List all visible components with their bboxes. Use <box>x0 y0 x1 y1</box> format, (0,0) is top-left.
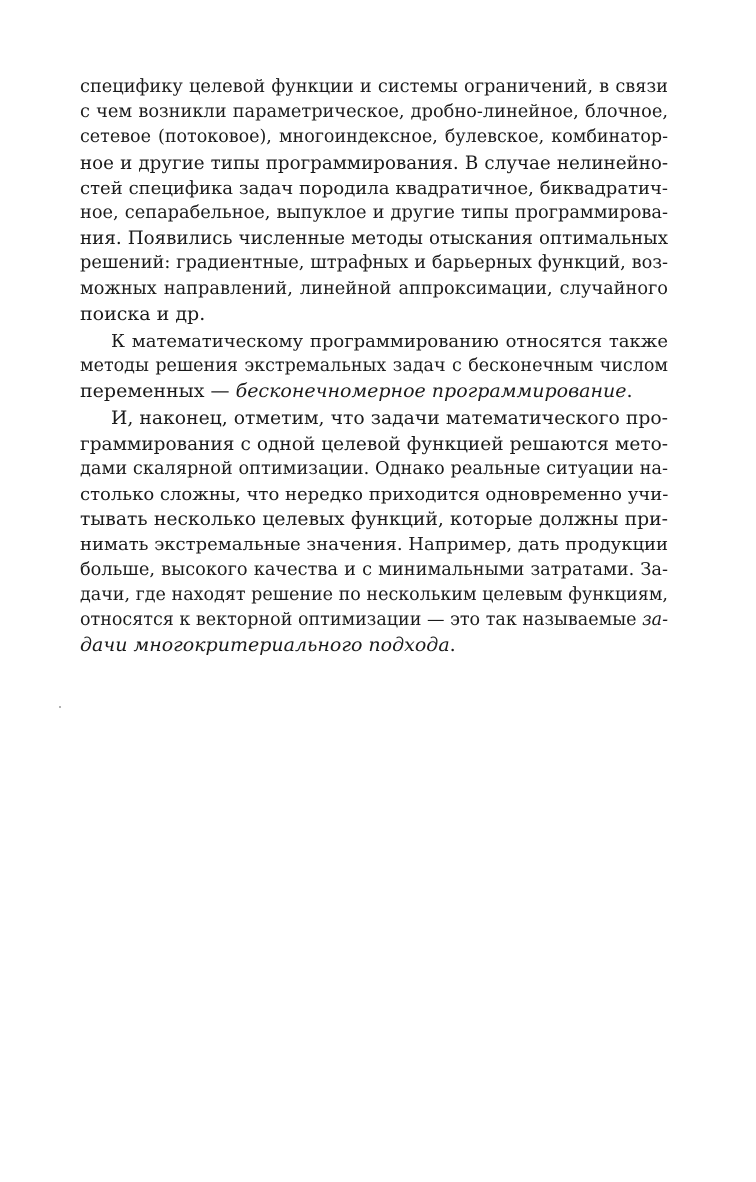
scan-speck <box>59 706 61 708</box>
text-line: с чем возникли параметрическое, дробно-линейное, блочное, <box>80 102 668 123</box>
italic-term: за- <box>642 609 668 630</box>
text-run: относятся к векторной оптимизации — это так называемые <box>80 609 643 630</box>
text-line: больше, высокого качества и с минимальными затратами. За- <box>80 559 668 580</box>
text-line: граммирования с одной целевой функцией решаются мето- <box>80 433 668 455</box>
text-line: методы решения экстремальных задач с бесконечным числом <box>80 356 668 377</box>
text-run: переменных — <box>80 380 236 403</box>
text-line: специфику целевой функции и системы ограничений, в связи <box>80 77 668 97</box>
body-text <box>80 75 668 658</box>
text-line: ное, сепарабельное, выпуклое и другие типы программирова- <box>80 202 668 223</box>
text-line: ния. Появились численные методы отыскания оптимальных <box>80 228 668 250</box>
paragraph-3 <box>80 406 668 658</box>
text-run: . <box>449 634 456 657</box>
text-line <box>80 379 668 404</box>
paragraph-2 <box>80 329 668 405</box>
paragraph-1 <box>80 75 668 327</box>
text-line: можных направлений, линейной аппроксимации, случайного <box>80 278 668 299</box>
text-line: дачи, где находят решение по нескольким целевым функциям, <box>80 584 668 605</box>
text-line: решений: градиентные, штрафных и барьерных функций, воз- <box>80 253 668 274</box>
text-line: тывать несколько целевых функций, которые должны при- <box>80 509 668 531</box>
text-line <box>80 633 668 658</box>
text-line: сетевое (потоковое), многоиндексное, булевское, комбинатор- <box>80 127 668 148</box>
text-line: И, наконец, отметим, что задачи математического про- <box>111 408 668 430</box>
text-run: . <box>626 380 633 403</box>
text-line: стей специфика задач породила квадратичное, биквадратич- <box>80 177 668 199</box>
italic-term: бесконечномерное программирование <box>235 380 627 403</box>
italic-term: дачи многокритериального подхода <box>80 634 450 657</box>
text-line <box>80 608 668 633</box>
text-line: К математическому программированию относятся также <box>111 330 668 352</box>
text-line: нимать экстремальные значения. Например, дать продукции <box>80 534 668 556</box>
text-line: столько сложны, что нередко приходится одновременно учи- <box>80 484 668 505</box>
text-line: поиска и др. <box>80 302 206 325</box>
text-line: ное и другие типы программирования. В случае нелинейно- <box>80 152 668 174</box>
text-line: дами скалярной оптимизации. Однако реальные ситуации на- <box>80 458 668 479</box>
